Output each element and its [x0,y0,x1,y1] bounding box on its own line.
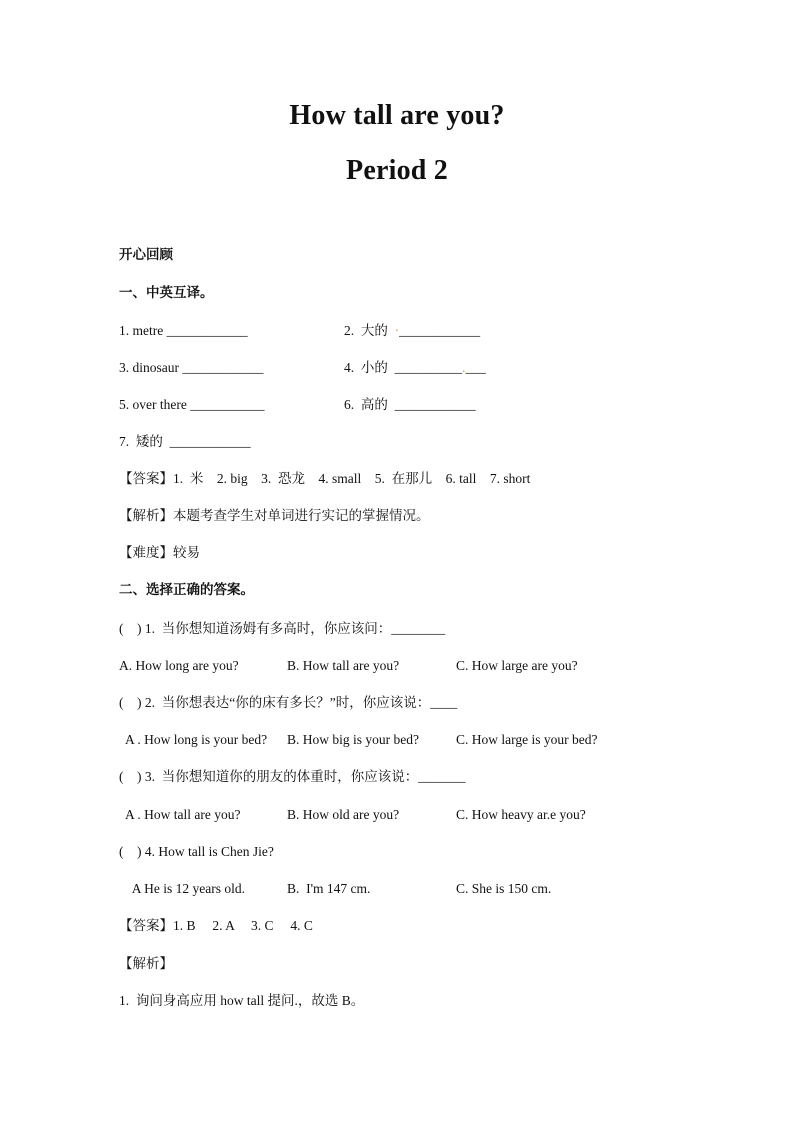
vocab-item-4-mark: . [462,360,466,375]
question-4-option-a: A He is 12 years old. [119,881,245,896]
vocab-item-6: 6. 高的 ____________ [344,397,476,412]
question-1-option-b: B. How tall are you? [287,658,400,673]
question-2-stem: ( ) 2. 当你想表达“你的床有多长？”时，你应该说：____ [119,695,458,710]
page-title: How tall are you? [289,100,505,131]
part2-explanation: 1. 询问身高应用 how tall 提问.，故选 B。 [119,993,365,1008]
question-3-stem: ( ) 3. 当你想知道你的朋友的体重时，你应该说：_______ [119,769,466,784]
question-2-option-c: C. How large is your bed? [456,732,598,747]
question-4-option-c: C. She is 150 cm. [456,881,552,896]
question-1-option-c: C. How large are you? [456,658,578,673]
question-4-stem: ( ) 4. How tall is Chen Jie? [119,844,274,859]
vocab-item-7: 7. 矮的 ____________ [119,434,251,449]
part1-answer: 【答案】1. 米 2. big 3. 恐龙 4. small 5. 在那儿 6. tall 7. short [119,471,531,486]
page-subtitle: Period 2 [346,155,448,186]
section-review-heading: 开心回顾 [119,247,173,262]
vocab-item-1: 1. metre ____________ [119,323,248,338]
vocab-item-2-mark: · [394,323,400,338]
part1-heading: 一、中英互译。 [119,285,214,300]
vocab-item-5: 5. over there ___________ [119,397,265,412]
part1-analysis: 【解析】本题考查学生对单词进行实记的掌握情况。 [119,508,430,523]
question-4-option-b: B. I'm 147 cm. [287,881,371,896]
vocab-item-2 [344,322,480,340]
question-3-option-c: C. How heavy ar.e you? [456,807,586,822]
part1-difficulty: 【难度】较易 [119,545,200,560]
vocab-item-3: 3. dinosaur ____________ [119,360,264,375]
question-3-option-b: B. How old are you? [287,807,400,822]
part2-answer: 【答案】1. B 2. A 3. C 4. C [119,918,313,933]
question-2-option-b: B. How big is your bed? [287,732,419,747]
part2-analysis-label: 【解析】 [119,956,173,971]
vocab-item-2-label: 2. 大的 [344,323,395,338]
vocab-item-4-label: 4. 小的 __________ [344,360,463,375]
vocab-item-4 [344,359,486,377]
question-1-stem: ( ) 1. 当你想知道汤姆有多高时，你应该问：________ [119,621,446,636]
question-1-option-a: A. How long are you? [119,658,239,673]
part2-heading: 二、选择正确的答案。 [119,582,254,597]
question-2-option-a: A . How long is your bed? [119,732,268,747]
vocab-item-4-blank: ___ [465,360,486,375]
question-3-option-a: A . How tall are you? [119,807,241,822]
vocab-item-2-blank: ____________ [399,323,481,338]
